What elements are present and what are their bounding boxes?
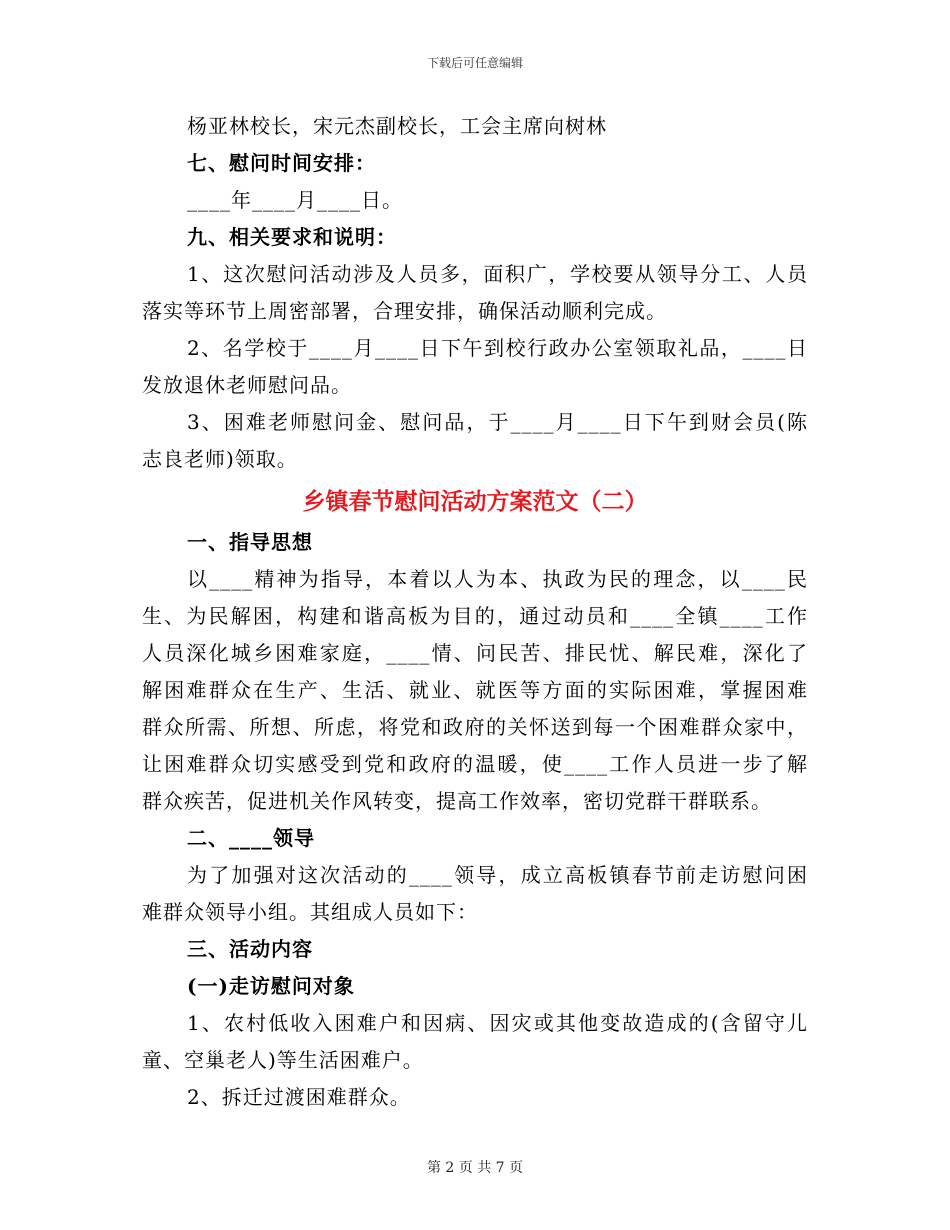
text-line: 3、困难老师慰问金、慰问品，于____月____日下午到财会员(陈 [187,410,808,434]
text-line: 1、农村低收入困难户和因病、因灾或其他变故造成的(含留守儿 [187,1011,808,1035]
text-line: 童、空巢老人)等生活困难户。 [142,1048,424,1072]
text-line: 为了加强对这次活动的____领导，成立高板镇春节前走访慰问困 [187,863,808,887]
text-line: 人员深化城乡困难家庭，____情、问民苦、排民忧、解民难，深化了 [142,641,808,665]
text-line: 2、拆迁过渡困难群众。 [187,1085,411,1109]
text-line: 群众疾苦，促进机关作风转变，提高工作效率，密切党群干群联系。 [142,789,772,813]
section-heading: 九、相关要求和说明： [187,225,397,249]
text-line: 群众所需、所想、所虑，将党和政府的关怀送到每一个困难群众家中， [142,715,808,739]
text-line: 发放退休老师慰问品。 [142,373,352,397]
text-line: 让困难群众切实感受到党和政府的温暖，使____工作人员进一步了解 [142,752,808,776]
subsection-heading: (一)走访慰问对象 [187,974,355,998]
text-line: 以____精神为指导，本着以人为本、执政为民的理念，以____民 [187,567,808,591]
section-heading: 一、指导思想 [187,530,313,554]
text-line: 难群众领导小组。其组成人员如下： [142,900,478,924]
page-footer: 第 2 页 共 7 页 [426,1160,524,1176]
text-line: ____年____月____日。 [187,188,403,212]
text-line: 1、这次慰问活动涉及人员多，面积广，学校要从领导分工、人员 [187,262,808,286]
section-heading: 三、活动内容 [187,937,313,961]
document-title: 乡镇春节慰问活动方案范文（二） [302,488,648,515]
text-line: 解困难群众在生产、生活、就业、就医等方面的实际困难，掌握困难 [142,678,808,702]
text-line: 落实等环节上周密部署，合理安排，确保活动顺利完成。 [142,299,667,323]
text-line: 2、名学校于____月____日下午到校行政办公室领取礼品，____日 [187,336,808,360]
text-line: 杨亚林校长，宋元杰副校长，工会主席向树林 [187,114,607,138]
page-header: 下载后可任意编辑 [426,56,523,70]
text-line: 志良老师)领取。 [142,447,298,471]
section-heading: 七、慰问时间安排： [187,151,376,175]
section-heading: 二、____领导 [187,826,315,850]
document-body [142,108,808,1116]
text-line: 生、为民解困，构建和谐高板为目的，通过动员和____全镇____工作 [142,604,808,628]
